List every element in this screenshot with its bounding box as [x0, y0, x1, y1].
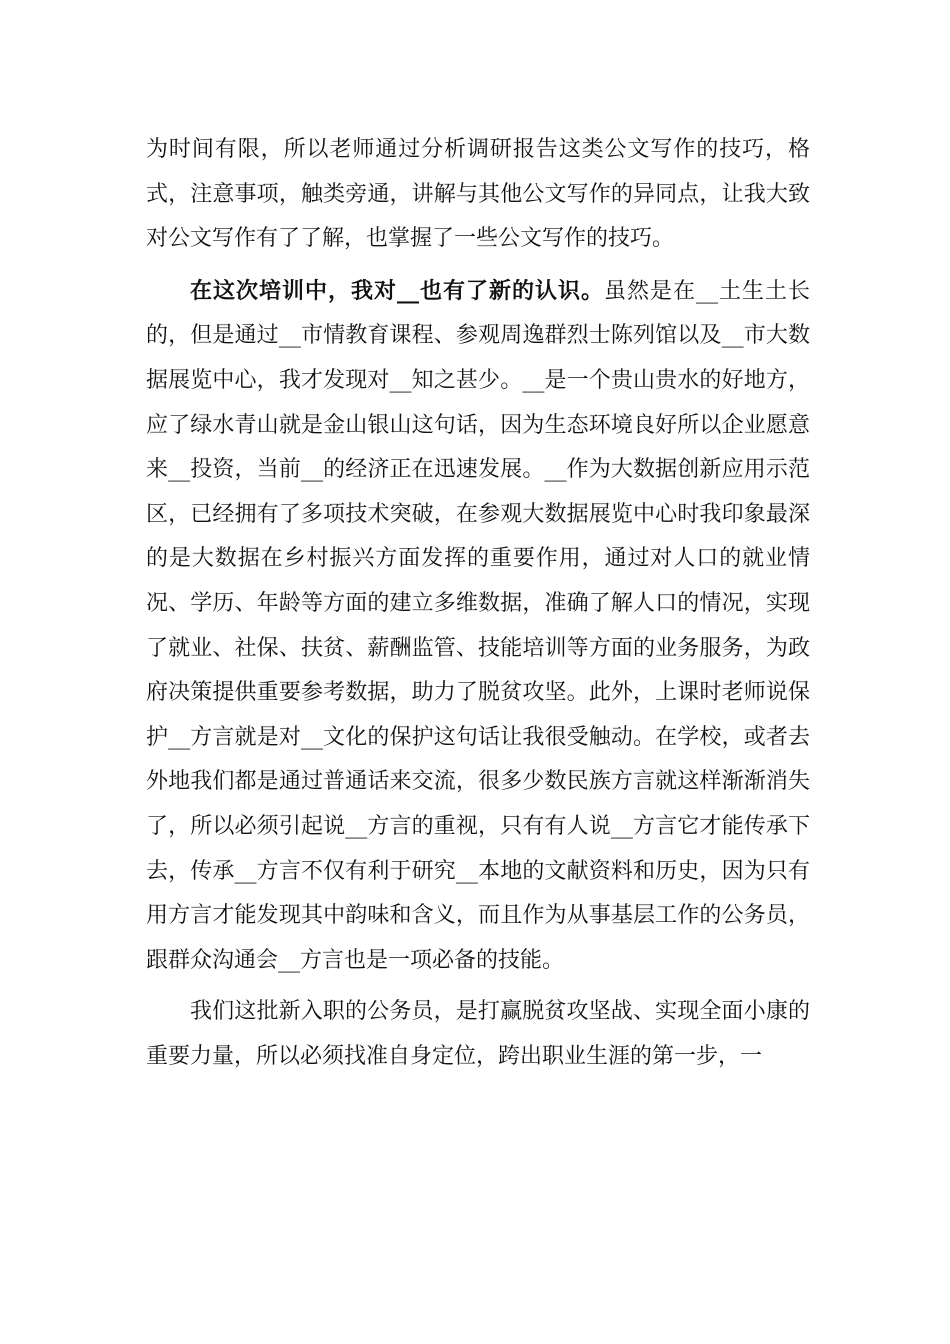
paragraph-lead-sentence: 在这次培训中，我对__也有了新的认识。	[190, 277, 604, 304]
paragraph-training-insight	[146, 269, 810, 984]
paragraph-text: 为时间有限，所以老师通过分析调研报告这类公文写作的技巧，格式，注意事项，触类旁通，讲解与其他公文写作的异同点，让我大致对公文写作有了了解，也掌握了一些公文写作的技巧。	[146, 137, 810, 252]
paragraph-continuation	[146, 128, 810, 262]
document-body	[146, 128, 810, 1079]
paragraph-text: 虽然是在__土生土长的，但是通过__市情教育课程、参观周逸群烈士陈列馆以及__市大数据展览中心，我才发现对__知之甚少。__是一个贵山贵水的好地方，应了绿水青山就是金山银山这句话，因为生态环境良好所以企业愿意来__投资，当前__的经济正在迅速发展。__作为大数据创新应用示范区，已经拥有了多项技术突破，在参观大数据展览中心时我印象最深的是大数据在乡村振兴方面发挥的重要作用，通过对人口的就业情况、学历、年龄等方面的建立多维数据，准确了解人口的情况，实现了就业、社保、扶贫、薪酬监管、技能培训等方面的业务服务，为政府决策提供重要参考数据，助力了脱贫攻坚。此外，上课时老师说保护__方言就是对__文化的保护这句话让我很受触动。在学校，或者去外地我们都是通过普通话来交流，很多少数民族方言就这样渐渐消失了，所以必须引起说__方言的重视，只有有人说__方言它才能传承下去，传承__方言不仅有利于研究__本地的文献资料和历史，因为只有用方言才能发现其中韵味和含义，而且作为从事基层工作的公务员，跟群众沟通会__方言也是一项必备的技能。	[146, 278, 810, 973]
paragraph-text: 我们这批新入职的公务员，是打赢脱贫攻坚战、实现全面小康的重要力量，所以必须找准自身定位，跨出职业生涯的第一步，一	[146, 999, 810, 1069]
paragraph-new-civil-servants	[146, 990, 810, 1079]
